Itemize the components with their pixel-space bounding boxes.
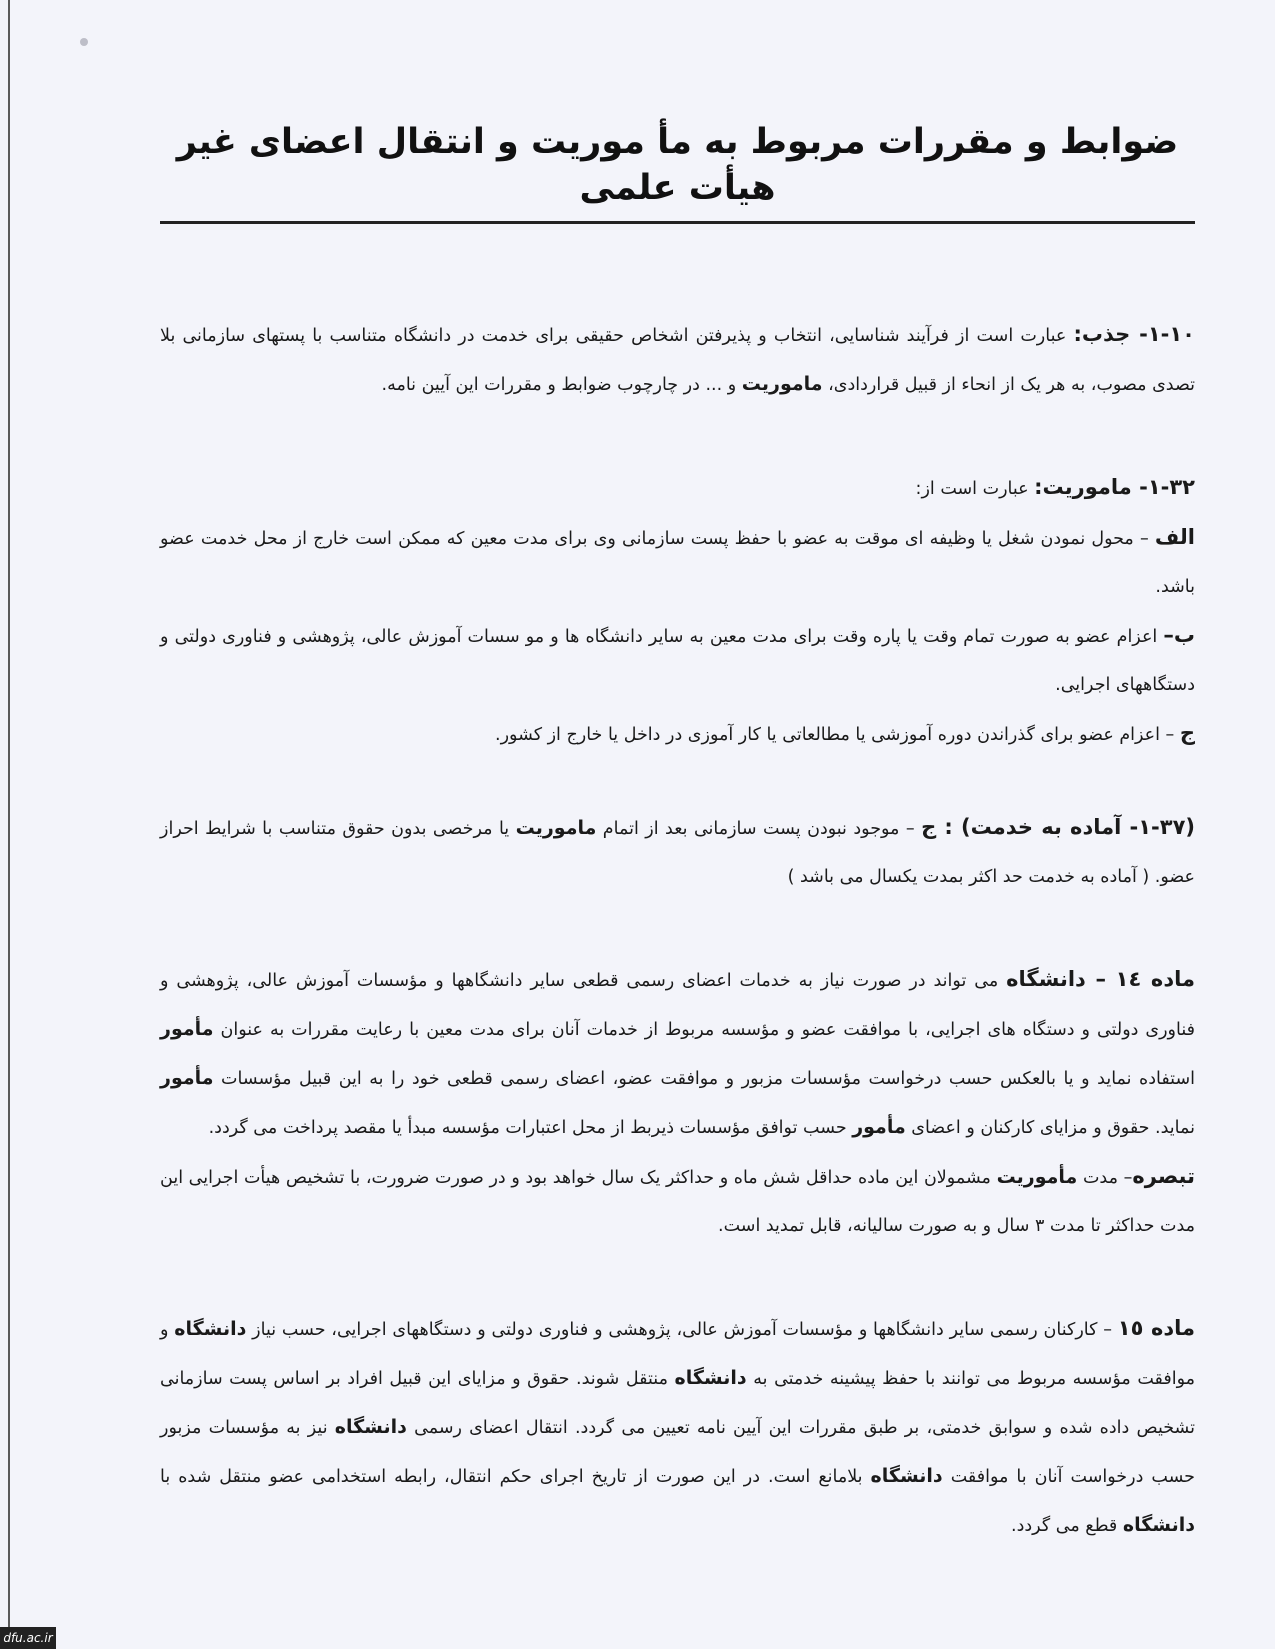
note: تبصره– مدت مأموریت مشمولان این ماده حداقل شش ماه و حداکثر یک سال خواهد بود و در صورت ضرورت، با تشخیص هیأت اجرایی این مدت حداکثر تا مدت ٣ سال و به صورت سالیانه، قابل تمدید است. [160, 1164, 1195, 1236]
paragraph: ماده ١٥ – کارکنان رسمی سایر دانشگاهها و مؤسسات آموزش عالی، پژوهشی و فناوری دولتی و دستگاههای اجرایی، حسب نیاز دانشگاه و موافقت مؤسسه مربوط می توانند با حفظ پیشینه خدمتی به دانشگاه منتقل شوند. حقوق و مزایای این قبیل افراد بر اساس پست سازمانی تشخیص داده شده و سوابق خدمتی، بر طبق مقررات این آیین نامه تعیین می گردد. انتقال اعضای رسمی دانشگاه نیز به مؤسسات مزبور حسب درخواست آنان با موافقت دانشگاه بلامانع است. در این صورت از تاریخ اجرای حکم انتقال، رابطه استخدامی عضو منتقل شده با دانشگاه قطع می گردد. [160, 1316, 1196, 1536]
document-title: ضوابط و مقررات مربوط به مأ موریت و انتقال اعضای غیر هیأت علمی [160, 120, 1195, 224]
paragraph: ۱-۱۰- جذب: عبارت است از فرآیند شناسایی، انتخاب و پذیرفتن اشخاص حقیقی برای خدمت در دانشگاه متناسب با پستهای سازمانی بلا تصدی مصوب، به هر یک از انحاء از قبیل قراردادی، ماموریت و ... در چارچوب ضوابط و مقررات این آیین نامه. [160, 322, 1195, 395]
paragraph: (۱-۳۷- آماده به خدمت) : ج – موجود نبودن پست سازمانی بعد از اتمام ماموریت یا مرخصی بدون حقوق متناسب با شرایط احراز عضو. ( آماده به خدمت حد اکثر بمدت یکسال می باشد ) [160, 815, 1195, 887]
list-item: ب– اعزام عضو به صورت تمام وقت یا پاره وقت برای مدت معین به سایر دانشگاه ها و مو سسات آموزش عالی، پژوهشی و فناوری دولتی و دستگاههای اجرایی. [160, 623, 1195, 695]
list-item: ج – اعزام عضو برای گذراندن دوره آموزشی یا مطالعاتی یا کار آموزی در داخل یا خارج از کشور. [495, 721, 1195, 745]
document-body [160, 120, 1195, 1550]
section-article-14 [160, 955, 1195, 1250]
paragraph: ۱-۳۲- ماموریت: عبارت است از: [915, 475, 1195, 499]
section-mission [160, 463, 1195, 759]
section-label: ماده ١٥ [1117, 1316, 1196, 1340]
section-article-15 [160, 1304, 1195, 1550]
site-logo: dfu.ac.ir [0, 1627, 56, 1649]
section-label: ۱-۳۲- ماموریت: [1034, 475, 1195, 499]
section-label: ۱-۱۰- جذب: [1073, 322, 1195, 346]
paragraph: ماده ١٤ – دانشگاه می تواند در صورت نیاز به خدمات اعضای رسمی قطعی سایر دانشگاهها و مؤسسات آموزش عالی، پژوهشی و فناوری دولتی و دستگاه های اجرایی، با موافقت عضو و مؤسسه مربوط از خدمات آنان برای مدت معین با رعایت مقررات به عنوان مأمور استفاده نماید و یا بالعکس حسب درخواست مؤسسات مزبور و موافقت عضو، اعضای رسمی قطعی خود را به این قبیل مؤسسات مأمور نماید. حقوق و مزایای کارکنان و اعضای مأمور حسب توافق مؤسسات ذیربط از محل اعتبارات مؤسسه مبدأ یا مقصد پرداخت می گردد. [160, 967, 1195, 1138]
scan-speck [80, 38, 88, 46]
section-label: (۱-۳۷- آماده به خدمت) : ج [921, 815, 1195, 839]
page-edge [8, 0, 10, 1649]
section-label: ماده ١٤ – دانشگاه [1006, 967, 1195, 991]
section-recruitment [160, 310, 1195, 409]
section-ready-for-service [160, 803, 1195, 901]
list-item: الف – محول نمودن شغل یا وظیفه ای موقت به عضو با حفظ پست سازمانی وی برای مدت معین که ممکن است خارج از محل خدمت عضو باشد. [160, 525, 1195, 597]
